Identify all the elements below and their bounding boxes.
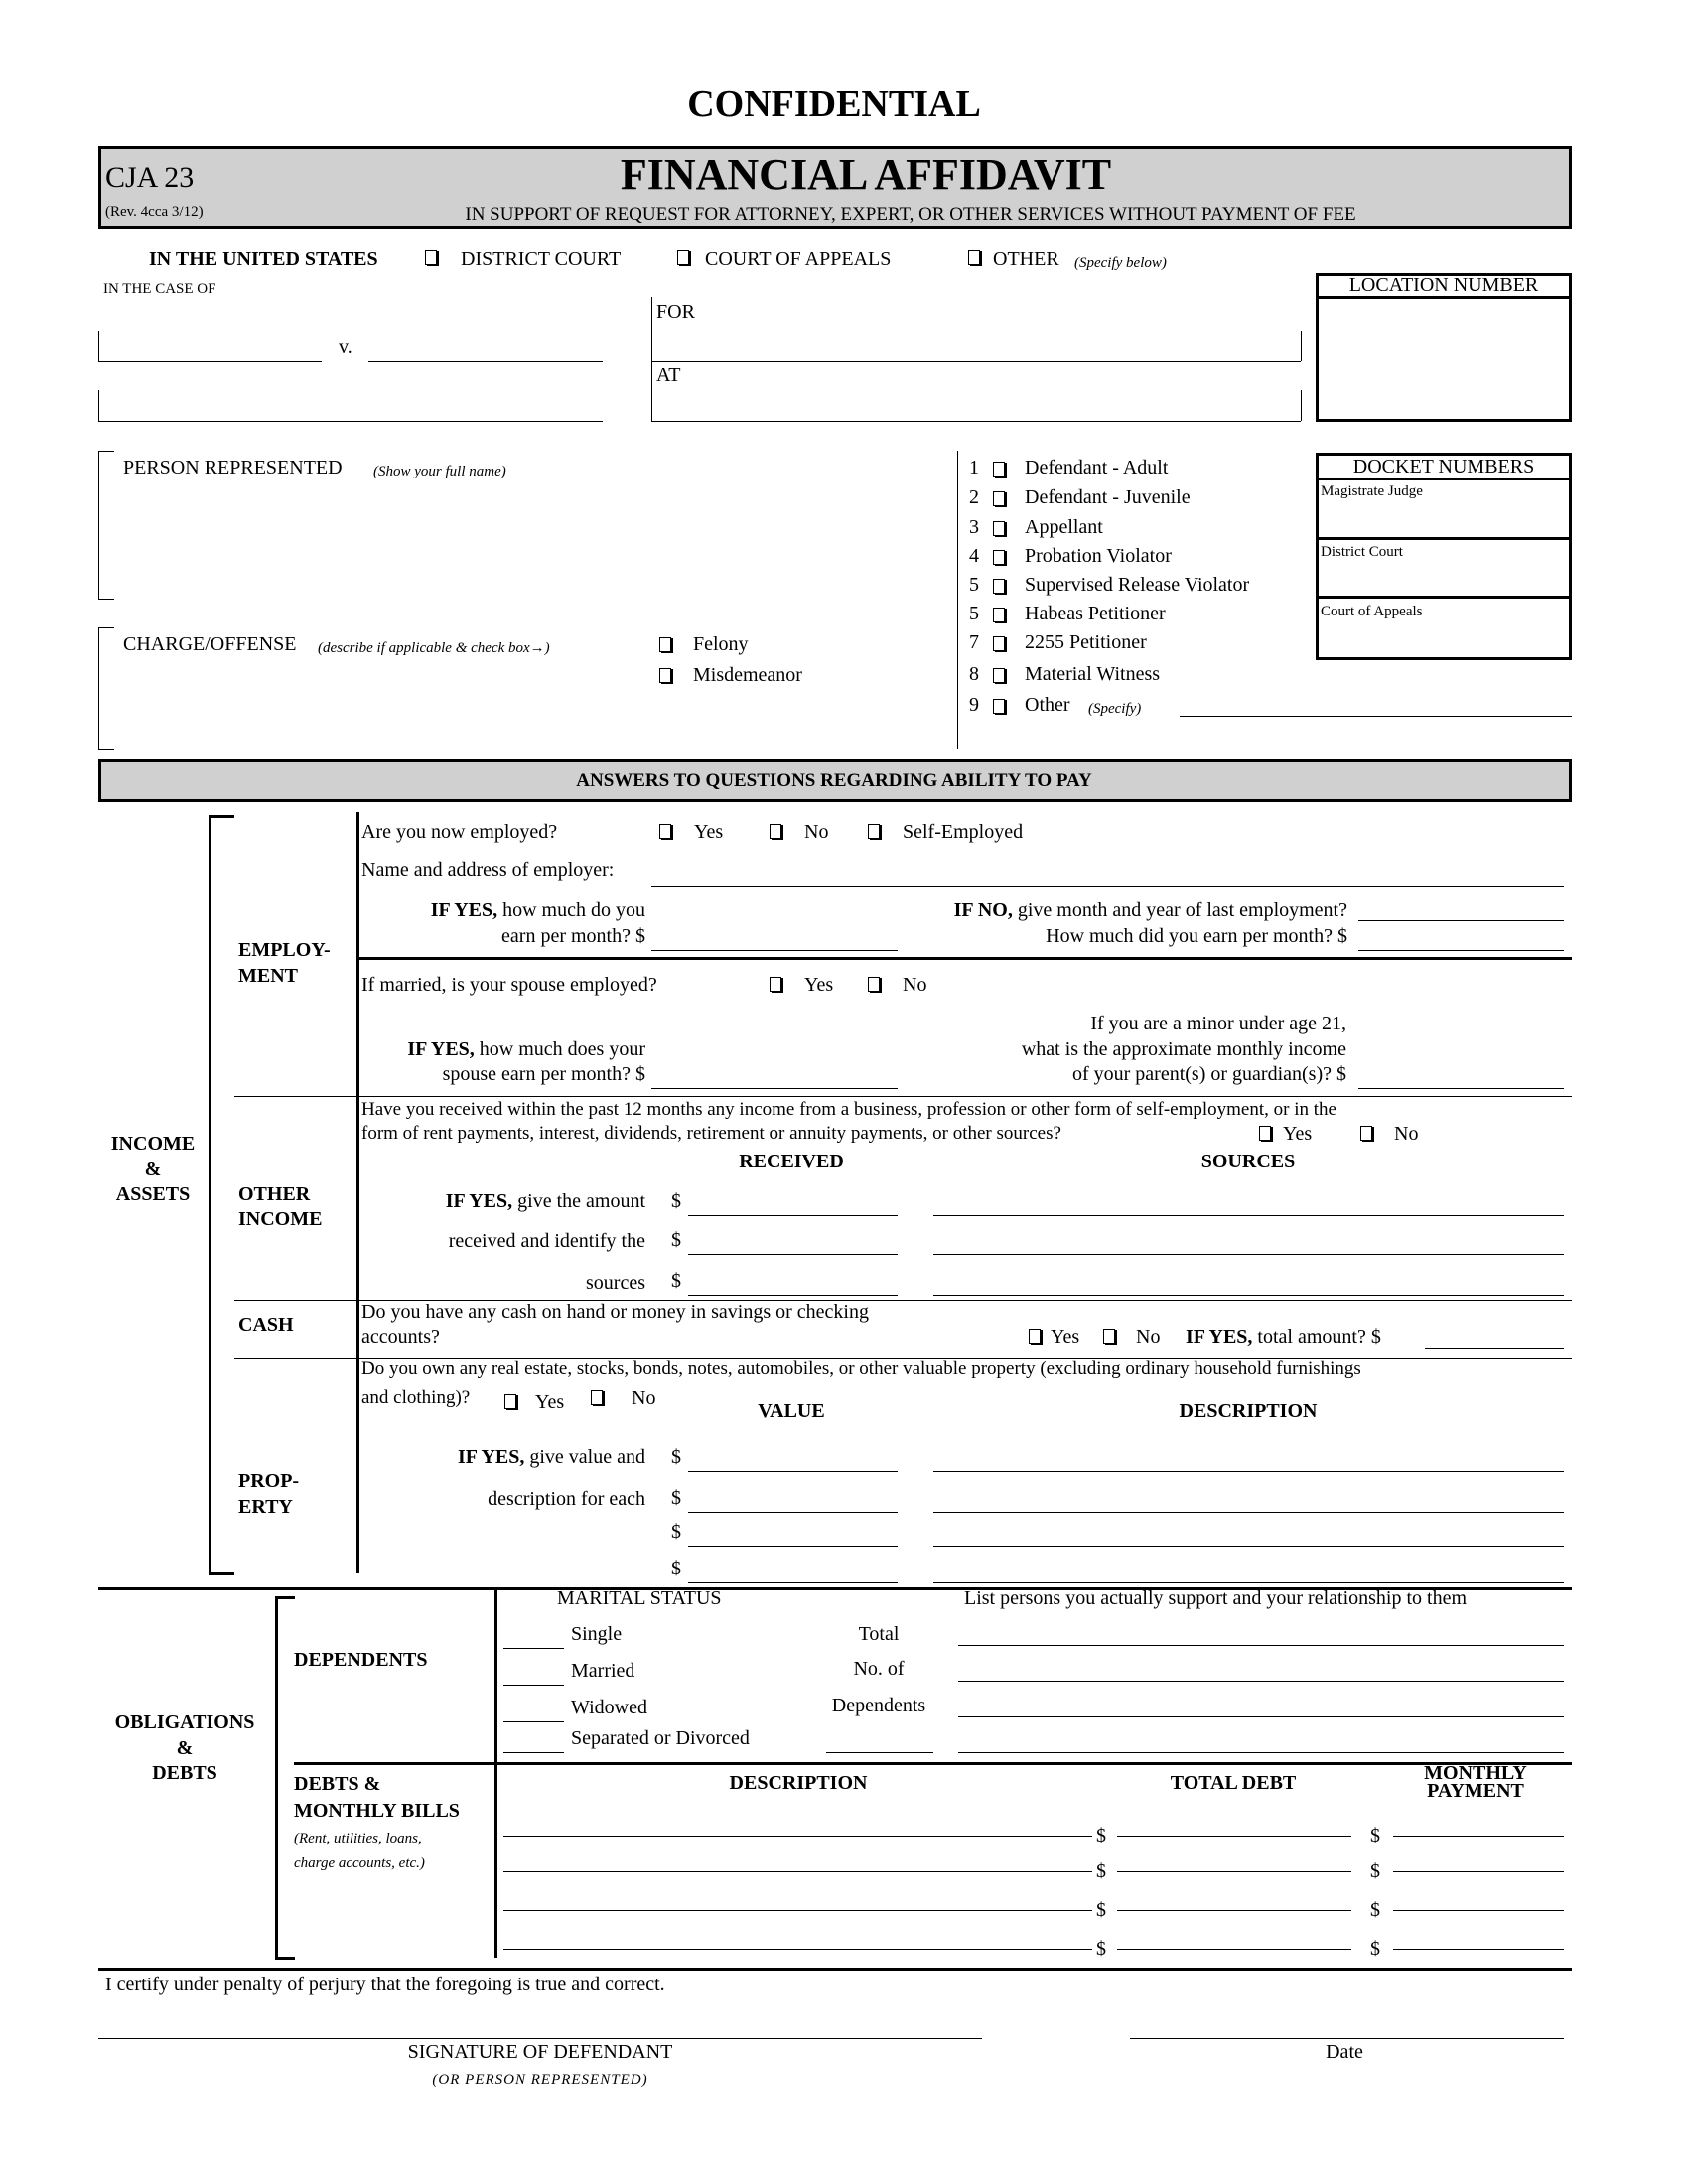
bracket-tick bbox=[98, 749, 114, 750]
cash-label: CASH bbox=[238, 1314, 294, 1336]
total-debt-field[interactable] bbox=[1117, 1949, 1351, 1950]
bracket-tick bbox=[275, 1596, 295, 1599]
property-line2: description for each bbox=[488, 1488, 645, 1510]
category-label: Supervised Release Violator bbox=[1025, 574, 1250, 596]
other-court-checkbox[interactable] bbox=[968, 250, 980, 265]
other-income-label: OTHER bbox=[238, 1183, 311, 1205]
obligations-label: DEBTS bbox=[152, 1762, 217, 1784]
obligations-divider bbox=[494, 1587, 497, 1958]
debt-description-field[interactable] bbox=[503, 1836, 1092, 1837]
monthly-payment-header: MONTHLY bbox=[1424, 1762, 1527, 1784]
dependents-list-label: List persons you actually support and your relationship to them bbox=[964, 1587, 1468, 1609]
marital-status-option: Married bbox=[571, 1660, 635, 1682]
self-employed-checkbox[interactable] bbox=[868, 824, 880, 839]
spouse-no-checkbox[interactable] bbox=[868, 977, 880, 992]
other-income-question-2: form of rent payments, interest, dividends, retirement or annuity payments, or other sources? bbox=[361, 1123, 1061, 1144]
total-dependents-label: No. of bbox=[853, 1658, 905, 1680]
divider bbox=[98, 1968, 1572, 1971]
marital-status-label: MARITAL STATUS bbox=[557, 1587, 722, 1609]
section-bar-title: ANSWERS TO QUESTIONS REGARDING ABILITY TO PAY bbox=[576, 770, 1092, 791]
no-label: No bbox=[1136, 1326, 1161, 1348]
dollar-sign: $ bbox=[1096, 1825, 1106, 1846]
category-number: 1 bbox=[969, 457, 979, 478]
debts-label: DEBTS & bbox=[294, 1773, 381, 1795]
dependent-person-field[interactable] bbox=[958, 1645, 1564, 1646]
debts-note: (Rent, utilities, loans, bbox=[294, 1831, 422, 1846]
if-no: IF NO, bbox=[953, 899, 1013, 921]
debts-label: MONTHLY BILLS bbox=[294, 1800, 460, 1822]
felony-label: Felony bbox=[693, 633, 749, 655]
court-of-appeals-docket-field[interactable]: Court of Appeals bbox=[1321, 604, 1423, 619]
category-label: Habeas Petitioner bbox=[1025, 603, 1166, 624]
category-checkbox[interactable] bbox=[993, 636, 1005, 651]
marital-status-option: Separated or Divorced bbox=[571, 1727, 750, 1749]
category-label: 2255 Petitioner bbox=[1025, 631, 1147, 653]
description-header: DESCRIPTION bbox=[1179, 1400, 1318, 1422]
category-checkbox[interactable] bbox=[993, 462, 1005, 477]
other-income-yes-checkbox[interactable] bbox=[1259, 1126, 1271, 1141]
debt-description-header: DESCRIPTION bbox=[729, 1772, 868, 1794]
signature-label: SIGNATURE OF DEFENDANT bbox=[407, 2041, 673, 2063]
property-if-yes bbox=[458, 1445, 645, 1469]
for-label: FOR bbox=[656, 301, 695, 323]
spouse-yes-checkbox[interactable] bbox=[770, 977, 781, 992]
case-label: IN THE CASE OF bbox=[103, 281, 216, 297]
property-label: PROP- bbox=[238, 1470, 300, 1492]
category-number: 8 bbox=[969, 663, 979, 685]
amount-received-field[interactable] bbox=[688, 1215, 898, 1216]
total-debt-header: TOTAL DEBT bbox=[1170, 1772, 1297, 1794]
yes-label: Yes bbox=[804, 974, 834, 996]
magistrate-judge-field[interactable]: Magistrate Judge bbox=[1321, 483, 1423, 499]
property-value-field[interactable] bbox=[688, 1471, 898, 1472]
employed-yes-checkbox[interactable] bbox=[659, 824, 671, 839]
total-debt-field[interactable] bbox=[1117, 1836, 1351, 1837]
case-party-1-field[interactable] bbox=[98, 361, 322, 362]
cash-question-1: Do you have any cash on hand or money in savings or checking bbox=[361, 1301, 869, 1323]
debt-description-field[interactable] bbox=[503, 1910, 1092, 1911]
debt-description-field[interactable] bbox=[503, 1871, 1092, 1872]
location-number-label: LOCATION NUMBER bbox=[1348, 274, 1539, 296]
bracket-tick bbox=[209, 815, 234, 818]
yes-label: Yes bbox=[535, 1391, 565, 1413]
if-yes: IF YES, bbox=[445, 1190, 513, 1212]
employed-no-checkbox[interactable] bbox=[770, 824, 781, 839]
last-employment-field[interactable] bbox=[1358, 920, 1564, 921]
bracket-tick bbox=[98, 599, 114, 600]
property-question-1: Do you own any real estate, stocks, bonds, notes, automobiles, or other valuable property (excluding ordinary household furnishings bbox=[361, 1358, 1361, 1379]
property-no-checkbox[interactable] bbox=[591, 1390, 603, 1405]
obligations-label: & bbox=[176, 1737, 194, 1759]
marital-status-option: Widowed bbox=[571, 1697, 647, 1718]
category-number: 7 bbox=[969, 631, 979, 653]
employer-label: Name and address of employer: bbox=[361, 859, 615, 881]
certification-text: I certify under penalty of perjury that the foregoing is true and correct. bbox=[105, 1974, 665, 1995]
yes-label: Yes bbox=[1283, 1123, 1313, 1145]
dollar-sign: $ bbox=[671, 1558, 681, 1579]
category-number: 3 bbox=[969, 516, 979, 538]
marital-status-field[interactable] bbox=[503, 1721, 564, 1722]
earnings-field[interactable] bbox=[651, 950, 898, 951]
minor-text-2: what is the approximate monthly income bbox=[1021, 1038, 1346, 1060]
employer-field[interactable] bbox=[651, 886, 1564, 887]
marital-status-field[interactable] bbox=[503, 1752, 564, 1753]
marital-status-option: Single bbox=[571, 1623, 623, 1645]
last-earnings-label: How much did you earn per month? $ bbox=[1046, 925, 1347, 947]
cash-question-2: accounts? bbox=[361, 1326, 440, 1348]
at-field[interactable] bbox=[651, 421, 1301, 422]
minor-text-1: If you are a minor under age 21, bbox=[1090, 1013, 1346, 1034]
district-court-checkbox[interactable] bbox=[425, 250, 437, 265]
date-field[interactable] bbox=[1130, 2038, 1564, 2039]
case-field-2[interactable] bbox=[98, 421, 603, 422]
total-dependents-field[interactable] bbox=[826, 1752, 933, 1753]
form-title: FINANCIAL AFFIDAVIT bbox=[620, 150, 1112, 199]
income-label: ASSETS bbox=[115, 1183, 191, 1205]
property-description-field[interactable] bbox=[933, 1546, 1564, 1547]
monthly-payment-field[interactable] bbox=[1393, 1871, 1564, 1872]
total-dependents-label: Dependents bbox=[831, 1695, 926, 1716]
misdemeanor-label: Misdemeanor bbox=[693, 664, 802, 686]
divider bbox=[234, 1096, 1572, 1097]
income-bracket bbox=[209, 815, 211, 1573]
monthly-payment-header: PAYMENT bbox=[1427, 1780, 1524, 1802]
debt-description-field[interactable] bbox=[503, 1949, 1092, 1950]
property-description-field[interactable] bbox=[933, 1471, 1564, 1472]
dollar-sign: $ bbox=[671, 1521, 681, 1543]
monthly-payment-field[interactable] bbox=[1393, 1910, 1564, 1911]
confidential-title: CONFIDENTIAL bbox=[687, 83, 981, 125]
form-revision: (Rev. 4cca 3/12) bbox=[105, 205, 204, 220]
if-no-text bbox=[954, 898, 1347, 922]
versus-label: v. bbox=[339, 337, 352, 358]
last-earnings-field[interactable] bbox=[1358, 950, 1564, 951]
dollar-sign: $ bbox=[671, 1190, 681, 1212]
bracket-tick bbox=[98, 331, 99, 361]
category-label: Other bbox=[1025, 694, 1070, 716]
dollar-sign: $ bbox=[1370, 1938, 1380, 1960]
income-label: & bbox=[144, 1159, 162, 1180]
debts-note: charge accounts, etc.) bbox=[294, 1855, 425, 1871]
other-specify-field[interactable] bbox=[1180, 716, 1572, 717]
text: total amount? $ bbox=[1252, 1326, 1381, 1348]
category-label: Probation Violator bbox=[1025, 545, 1172, 567]
category-checkbox[interactable] bbox=[993, 491, 1005, 506]
income-label: INCOME bbox=[110, 1133, 196, 1155]
self-employed-label: Self-Employed bbox=[903, 821, 1024, 843]
bracket-tick bbox=[209, 1572, 234, 1575]
category-checkbox[interactable] bbox=[993, 550, 1005, 565]
for-at-border bbox=[651, 297, 652, 421]
income-source-field[interactable] bbox=[933, 1295, 1564, 1296]
bracket-tick bbox=[98, 627, 114, 628]
person-bracket bbox=[98, 451, 99, 599]
bracket-tick bbox=[98, 451, 114, 452]
at-label: AT bbox=[656, 364, 681, 386]
date-label: Date bbox=[1326, 2041, 1363, 2063]
category-number: 5 bbox=[969, 603, 979, 624]
other-income-label: INCOME bbox=[238, 1208, 323, 1230]
marital-status-field[interactable] bbox=[503, 1648, 564, 1649]
dollar-sign: $ bbox=[1370, 1899, 1380, 1921]
dollar-sign: $ bbox=[1096, 1860, 1106, 1882]
category-checkbox[interactable] bbox=[993, 668, 1005, 683]
monthly-payment-field[interactable] bbox=[1393, 1836, 1564, 1837]
amount-received-field[interactable] bbox=[688, 1295, 898, 1296]
bracket-tick bbox=[1301, 331, 1302, 361]
form-id: CJA 23 bbox=[105, 161, 195, 194]
form-subtitle: IN SUPPORT OF REQUEST FOR ATTORNEY, EXPERT, OR OTHER SERVICES WITHOUT PAYMENT OF FEE bbox=[465, 205, 1356, 225]
spouse-earn-label: spouse earn per month? $ bbox=[442, 1063, 645, 1085]
other-income-line3: sources bbox=[586, 1272, 645, 1294]
property-value-field[interactable] bbox=[688, 1546, 898, 1547]
dollar-sign: $ bbox=[671, 1487, 681, 1509]
employment-label: MENT bbox=[238, 965, 298, 987]
category-checkbox[interactable] bbox=[993, 521, 1005, 536]
total-debt-field[interactable] bbox=[1117, 1910, 1351, 1911]
charge-offense-note: (describe if applicable & check box→) bbox=[318, 640, 550, 656]
earn-per-month-label: earn per month? $ bbox=[501, 925, 645, 947]
felony-checkbox[interactable] bbox=[659, 637, 671, 652]
court-of-appeals-label: COURT OF APPEALS bbox=[705, 248, 892, 270]
received-header: RECEIVED bbox=[739, 1151, 844, 1172]
yes-label: Yes bbox=[694, 821, 724, 843]
docket-numbers-title: DOCKET NUMBERS bbox=[1352, 456, 1535, 478]
category-divider bbox=[957, 451, 958, 749]
income-source-field[interactable] bbox=[933, 1215, 1564, 1216]
income-divider bbox=[356, 812, 359, 1573]
cash-no-checkbox[interactable] bbox=[1103, 1329, 1115, 1344]
dollar-sign: $ bbox=[671, 1229, 681, 1251]
obligations-label: OBLIGATIONS bbox=[114, 1711, 255, 1733]
no-label: No bbox=[632, 1387, 656, 1409]
text: give month and year of last employment? bbox=[1012, 899, 1347, 921]
signature-sublabel: (OR PERSON REPRESENTED) bbox=[432, 2072, 648, 2088]
spouse-question: If married, is your spouse employed? bbox=[361, 974, 657, 996]
for-field[interactable] bbox=[651, 361, 1301, 362]
cash-total-text bbox=[1186, 1325, 1381, 1349]
case-party-2-field[interactable] bbox=[368, 361, 603, 362]
dollar-sign: $ bbox=[671, 1270, 681, 1292]
category-number: 5 bbox=[969, 574, 979, 596]
dependent-person-field[interactable] bbox=[958, 1681, 1564, 1682]
category-number: 9 bbox=[969, 694, 979, 716]
category-checkbox[interactable] bbox=[993, 608, 1005, 622]
dependents-label: DEPENDENTS bbox=[294, 1649, 428, 1671]
text: give the amount bbox=[512, 1190, 645, 1212]
employed-question: Are you now employed? bbox=[361, 821, 558, 843]
marital-status-field[interactable] bbox=[503, 1685, 564, 1686]
dollar-sign: $ bbox=[1096, 1938, 1106, 1960]
other-income-if-yes bbox=[446, 1189, 645, 1213]
dollar-sign: $ bbox=[1370, 1860, 1380, 1882]
if-yes: IF YES, bbox=[407, 1038, 475, 1060]
cash-yes-checkbox[interactable] bbox=[1029, 1329, 1041, 1344]
divider bbox=[1316, 596, 1572, 599]
if-yes: IF YES, bbox=[430, 899, 498, 921]
if-yes-earn-text bbox=[431, 898, 645, 922]
category-label: Appellant bbox=[1025, 516, 1103, 538]
dependent-person-field[interactable] bbox=[958, 1752, 1564, 1753]
obligations-bracket bbox=[275, 1596, 278, 1958]
other-income-line2: received and identify the bbox=[448, 1230, 645, 1252]
dependent-person-field[interactable] bbox=[958, 1716, 1564, 1717]
other-income-question-1: Have you received within the past 12 months any income from a business, profession or other form of self-employment, or in the bbox=[361, 1099, 1336, 1120]
if-yes: IF YES, bbox=[1186, 1326, 1253, 1348]
person-represented-label: PERSON REPRESENTED bbox=[123, 457, 343, 478]
yes-label: Yes bbox=[1051, 1326, 1080, 1348]
property-value-field[interactable] bbox=[688, 1512, 898, 1513]
category-label: Material Witness bbox=[1025, 663, 1161, 685]
category-checkbox[interactable] bbox=[993, 579, 1005, 594]
spouse-earnings-field[interactable] bbox=[651, 1088, 898, 1089]
charge-offense-label: CHARGE/OFFENSE bbox=[123, 633, 297, 655]
monthly-payment-field[interactable] bbox=[1393, 1949, 1564, 1950]
amount-received-field[interactable] bbox=[688, 1254, 898, 1255]
dollar-sign: $ bbox=[1096, 1899, 1106, 1921]
text: how much does your bbox=[474, 1038, 645, 1060]
court-prefix: IN THE UNITED STATES bbox=[149, 248, 378, 270]
text: give value and bbox=[524, 1446, 645, 1468]
district-court-docket-field[interactable]: District Court bbox=[1321, 544, 1403, 560]
text: how much do you bbox=[497, 899, 645, 921]
spouse-if-yes-text bbox=[407, 1037, 645, 1061]
category-number: 2 bbox=[969, 486, 979, 508]
income-source-field[interactable] bbox=[933, 1254, 1564, 1255]
parent-income-field[interactable] bbox=[1358, 1088, 1564, 1089]
category-label: Defendant - Juvenile bbox=[1025, 486, 1191, 508]
person-represented-note: (Show your full name) bbox=[373, 464, 506, 479]
cash-amount-field[interactable] bbox=[1425, 1348, 1564, 1349]
dollar-sign: $ bbox=[1370, 1825, 1380, 1846]
value-header: VALUE bbox=[758, 1400, 825, 1422]
signature-field[interactable] bbox=[98, 2038, 982, 2039]
category-label: Defendant - Adult bbox=[1025, 457, 1169, 478]
property-question-2: and clothing)? bbox=[361, 1387, 471, 1408]
property-yes-checkbox[interactable] bbox=[504, 1394, 516, 1409]
dollar-sign: $ bbox=[671, 1446, 681, 1468]
divider bbox=[357, 957, 1572, 960]
property-description-field[interactable] bbox=[933, 1512, 1564, 1513]
if-yes: IF YES, bbox=[457, 1446, 525, 1468]
property-description-field[interactable] bbox=[933, 1582, 1564, 1583]
employment-label: EMPLOY- bbox=[238, 939, 331, 961]
no-label: No bbox=[804, 821, 829, 843]
divider bbox=[294, 1762, 1572, 1765]
bracket-tick bbox=[1301, 390, 1302, 421]
charge-bracket bbox=[98, 627, 99, 749]
total-dependents-label: Total bbox=[858, 1623, 900, 1645]
other-court-label: OTHER bbox=[993, 248, 1059, 270]
other-income-no-checkbox[interactable] bbox=[1360, 1126, 1372, 1141]
bracket-tick bbox=[98, 390, 99, 421]
minor-text-3: of your parent(s) or guardian(s)? $ bbox=[1071, 1063, 1346, 1085]
no-label: No bbox=[1394, 1123, 1419, 1145]
bracket-tick bbox=[275, 1957, 295, 1960]
category-note: (Specify) bbox=[1088, 701, 1142, 717]
district-court-label: DISTRICT COURT bbox=[461, 248, 622, 270]
property-label: ERTY bbox=[238, 1496, 293, 1518]
property-value-field[interactable] bbox=[688, 1582, 898, 1583]
sources-header: SOURCES bbox=[1200, 1151, 1296, 1172]
court-of-appeals-checkbox[interactable] bbox=[677, 250, 689, 265]
category-number: 4 bbox=[969, 545, 979, 567]
total-debt-field[interactable] bbox=[1117, 1871, 1351, 1872]
other-court-note: (Specify below) bbox=[1074, 255, 1167, 271]
category-checkbox[interactable] bbox=[993, 699, 1005, 714]
misdemeanor-checkbox[interactable] bbox=[659, 668, 671, 683]
no-label: No bbox=[903, 974, 927, 996]
